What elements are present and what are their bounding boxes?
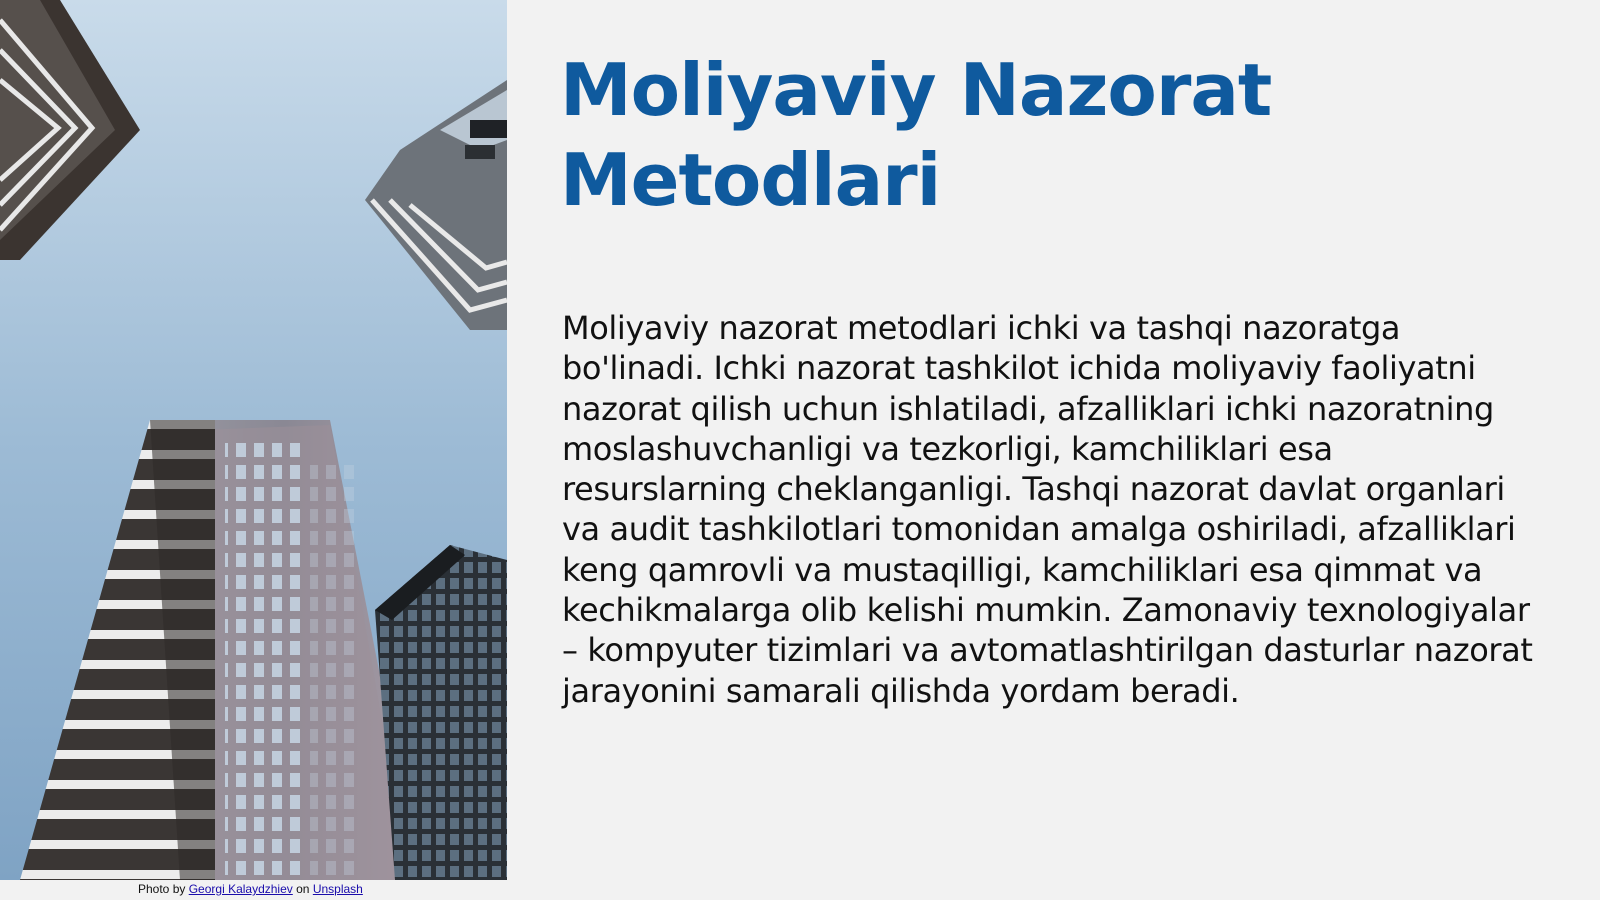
skyscrapers-illustration <box>0 0 507 880</box>
skyscrapers-photo <box>0 0 507 880</box>
credit-middle: on <box>296 882 310 896</box>
credit-source-link[interactable]: Unsplash <box>312 882 363 896</box>
slide-body: Moliyaviy nazorat metodlari ichki va tashqi nazoratga bo'linadi. Ichki nazorat tashkilot ichida moliyaviy faoliyatni nazorat qilish uchun ishlatiladi, afzalliklari ichki nazoratning moslashuvchanligi va tezkorligi, kamchiliklari esa resurslarning cheklanganligi. Tashqi nazorat davlat organlari va audit tashkilotlari tomonidan amalga oshiriladi, afzalliklari keng qamrovli va mustaqilligi, kamchiliklari esa qimmat va kechikmalarga olib kelishi mumkin. Zamonaviy texnologiyalar – kompyuter tizimlari va avtomatlashtirilgan dasturlar nazorat jarayonini samarali qilishda yordam beradi. <box>562 309 1533 710</box>
slide-title: Moliyaviy Nazorat Metodlari <box>560 48 1272 222</box>
credit-author-link[interactable]: Georgi Kalaydzhiev <box>188 882 293 896</box>
photo-credit <box>138 880 363 898</box>
credit-prefix: Photo by <box>138 882 186 896</box>
